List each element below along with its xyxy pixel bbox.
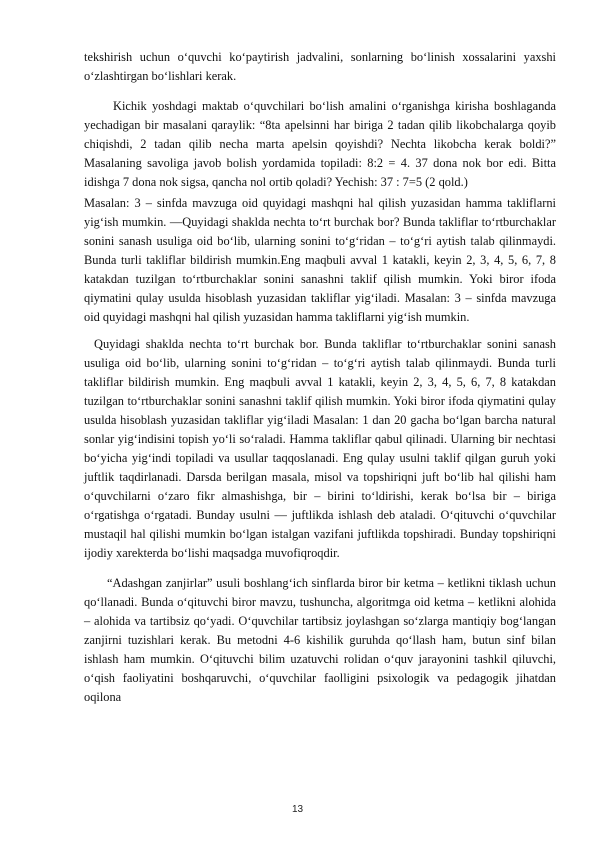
paragraph-pair-work: Quyidagi shaklda nechta to‘rt burchak bor. Bunda takliflar to‘rtburchaklar sonini sanash usuliga oid bo‘lib, ularning sonini to‘g‘ridan – to‘g‘ri aytish talab qilinmaydi. Bunda turli takliflar bildirish mumkin. Eng maqbuli avval 1 katakli, keyin 2, 3, 4, 5, 6, 7, 8 katakdan tuzilgan to‘rtburchaklar sonini sanashni taklif qilish mumkin. Yoki biror ifoda qiymatini qulay usulda hisoblash yuzasidan takliflar yig‘iladi Masalan: 1 dan 20 gacha bo‘lgan barcha natural sonlar yig‘indisini topish yo‘li so‘raladi. Hamma takliflar qabul qilinadi. Ularning bir nechtasi bo‘yicha yig‘indi topiladi va usullar taqqoslanadi. Eng qulay usulni taklif qilgan guruh yoki juftlik taqdirlanadi. Darsda berilgan masala, misol va topshiriqni juft bo‘lib hal qilishi ham o‘quvchilarni o‘zaro fikr almashishga, bir – birini to‘ldirishi, kerak bo‘lsa bir – biriga o‘rgatishga o‘rgatadi. Bunday usulni — juftlikda ishlash deb ataladi. O‘qituvchi o‘quvchilar mustaqil hal qilishi mumkin bo‘lgan istalgan vazifani juftlikda topshiradi. Bunday topshiriqni ijodiy xarekterda bo‘lishi maqsadga muvofiqroqdir.	[84, 337, 556, 560]
paragraph-continuation: tekshirish uchun o‘quvchi ko‘paytirish jadvalini, sonlarning bo‘linish xossalarini yaxshi o‘zlashtirgan bo‘lishlari kerak.	[84, 50, 556, 83]
page-number: 13	[291, 804, 304, 815]
paragraph-rectangles-example: Masalan: 3 – sinfda mavzuga oid quyidagi mashqni hal qilish yuzasidan hamma takliflarni yig‘ish mumkin. —Quyidagi shaklda nechta to‘rt burchak bor? Bunda takliflar to‘rtburchaklar sonini sanash usuliga oid bo‘lib, ularning sonini to‘g‘ridan – to‘g‘ri aytish talab qilinmaydi. Bunda turli takliflar bildirish mumkin.Eng maqbuli avval 1 katakli, keyin 2, 3, 4, 5, 6, 7, 8 katakdan tuzilgan to‘rtburchaklar sonini sanashni taklif qilish mumkin. Yoki biror ifoda qiymatini qulay usulda hisoblash yuzasidan takliflar yig‘iladi. Masalan: 3 – sinfda mavzuga oid quyidagi mashqni hal qilish yuzasidan hamma takliflarni yig‘ish mumkin.	[84, 196, 556, 324]
paragraph-division-problem: Kichik yoshdagi maktab o‘quvchilari bo‘lish amalini o‘rganishga kirisha boshlaganda yechadigan bir masalani qaraylik: “8ta apelsinni har biriga 2 tadan qilib likobchalarga qoyib chiqishdi, 2 tadan qilib necha marta apelsin qoyishdi? Nechta likobcha kerak boldi?” Masalaning savoliga javob bolish yordamida topiladi: 8:2 = 4. 37 dona nok bor edi. Bitta idishga 7 dona nok sigsa, qancha nol ortib qoladi? Yechish: 37 : 7=5 (2 qold.)	[84, 99, 556, 189]
paragraph-lost-chains-method: “Adashgan zanjirlar” usuli boshlang‘ich sinflarda biror bir ketma – ketlikni tiklash uchun qo‘llanadi. Bunda o‘qituvchi biror mavzu, tushuncha, algoritmga oid ketma – ketlikni alohida – alohida va tartibsiz qo‘yadi. O‘quvchilar tartibsiz joylashgan so‘zlarga mantiqiy bog‘langan zanjirni tuzishlari kerak. Bu metodni 4-6 kishilik guruhda qo‘llash ham, butun sinf bilan ishlash ham mumkin. O‘qituvchi bilim uzatuvchi rolidan o‘quv jarayonini tashkil qiluvchi, o‘qish faoliyatini boshqaruvchi, o‘quvchilar faolligini psixologik va pedagogik jihatdan oqilona	[84, 576, 556, 704]
document-body	[84, 48, 556, 707]
